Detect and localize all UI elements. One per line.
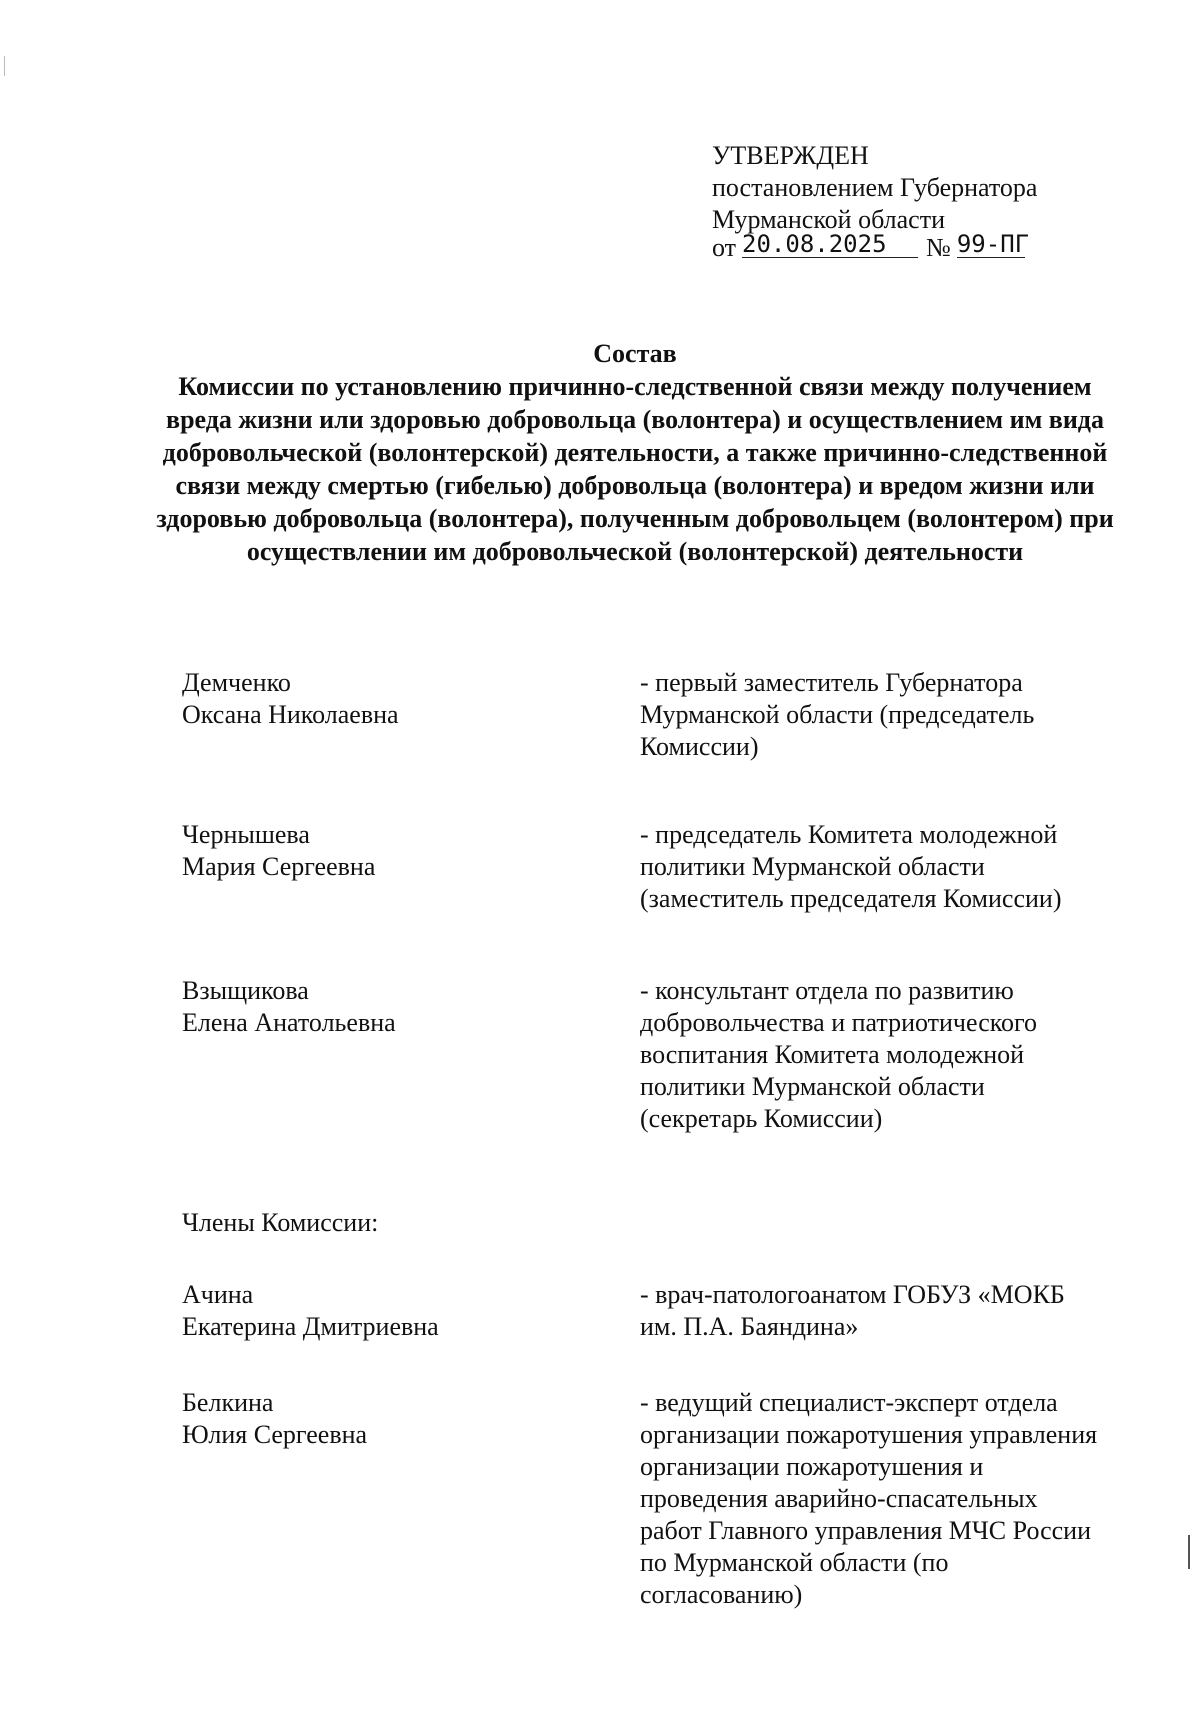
- member-row: [182, 1387, 1102, 1611]
- member-surname: Ачина: [182, 1280, 254, 1309]
- approval-authority: постановлением Губернатора: [712, 173, 1038, 202]
- document-subtitle: Комиссии по установлению причинно-следственной связи между получением вреда жизни или здоровью добровольца (волонтера) и осуществлением им вида добровольческой (волонтерской) деятельности, а также причинно-следственной связи между смертью (гибелью) добровольца (волонтера) и вредом жизни или здоровью добровольца (волонтера), полученным добровольцем (волонтером) при осуществлении им добровольческой (волонтерской) деятельности: [156, 372, 1114, 566]
- member-name: [182, 1279, 640, 1343]
- scan-edge-mark: [1188, 1535, 1190, 1569]
- member-row: [182, 1279, 1102, 1343]
- member-surname: Демченко: [182, 668, 291, 697]
- member-surname: Взыщикова: [182, 976, 309, 1005]
- approval-stamp-block: [712, 140, 1037, 264]
- member-name: [182, 667, 640, 763]
- members-section-label: Члены Комиссии:: [182, 1208, 379, 1237]
- scan-margin-mark: [4, 56, 5, 76]
- member-surname: Белкина: [182, 1388, 274, 1417]
- commission-composition: [182, 667, 1102, 1611]
- member-role: - председатель Комитета молодежной политики Мурманской области (заместитель председателя Комиссии): [640, 820, 1062, 913]
- member-surname: Чернышева: [182, 820, 310, 849]
- approval-title: УТВЕРЖДЕН: [712, 141, 869, 170]
- document-heading: Состав: [593, 339, 677, 368]
- member-row: [182, 975, 1102, 1135]
- member-name: [182, 819, 640, 915]
- number-prefix: №: [926, 233, 951, 262]
- member-given-names: Екатерина Дмитриевна: [182, 1312, 439, 1341]
- member-name: [182, 975, 640, 1135]
- document-title: [150, 337, 1120, 568]
- number-value: 99-ПГ: [956, 230, 1030, 258]
- date-prefix: от: [712, 233, 737, 262]
- member-role: - врач-патологоанатом ГОБУЗ «МОКБ им. П.А. Баяндина»: [640, 1280, 1065, 1341]
- member-name: [182, 1387, 640, 1611]
- approval-date-line: [712, 232, 1037, 264]
- member-role: - первый заместитель Губернатора Мурманской области (председатель Комиссии): [640, 668, 1035, 761]
- member-given-names: Оксана Николаевна: [182, 700, 399, 729]
- approval-region: Мурманской области: [712, 205, 945, 234]
- date-value: 20.08.2025: [742, 231, 918, 258]
- member-given-names: Юлия Сергеевна: [182, 1420, 368, 1449]
- member-given-names: Елена Анатольевна: [182, 1008, 396, 1037]
- member-role: - консультант отдела по развитию добровольчества и патриотического воспитания Комитета молодежной политики Мурманской области (секретарь Комиссии): [640, 976, 1038, 1133]
- member-row: [182, 667, 1102, 763]
- member-role: - ведущий специалист-эксперт отдела организации пожаротушения управления организации пожаротушения и проведения аварийно-спасательных работ Главного управления МЧС России по Мурманской области (по согласованию): [640, 1388, 1098, 1609]
- member-row: [182, 819, 1102, 915]
- member-given-names: Мария Сергеевна: [182, 852, 376, 881]
